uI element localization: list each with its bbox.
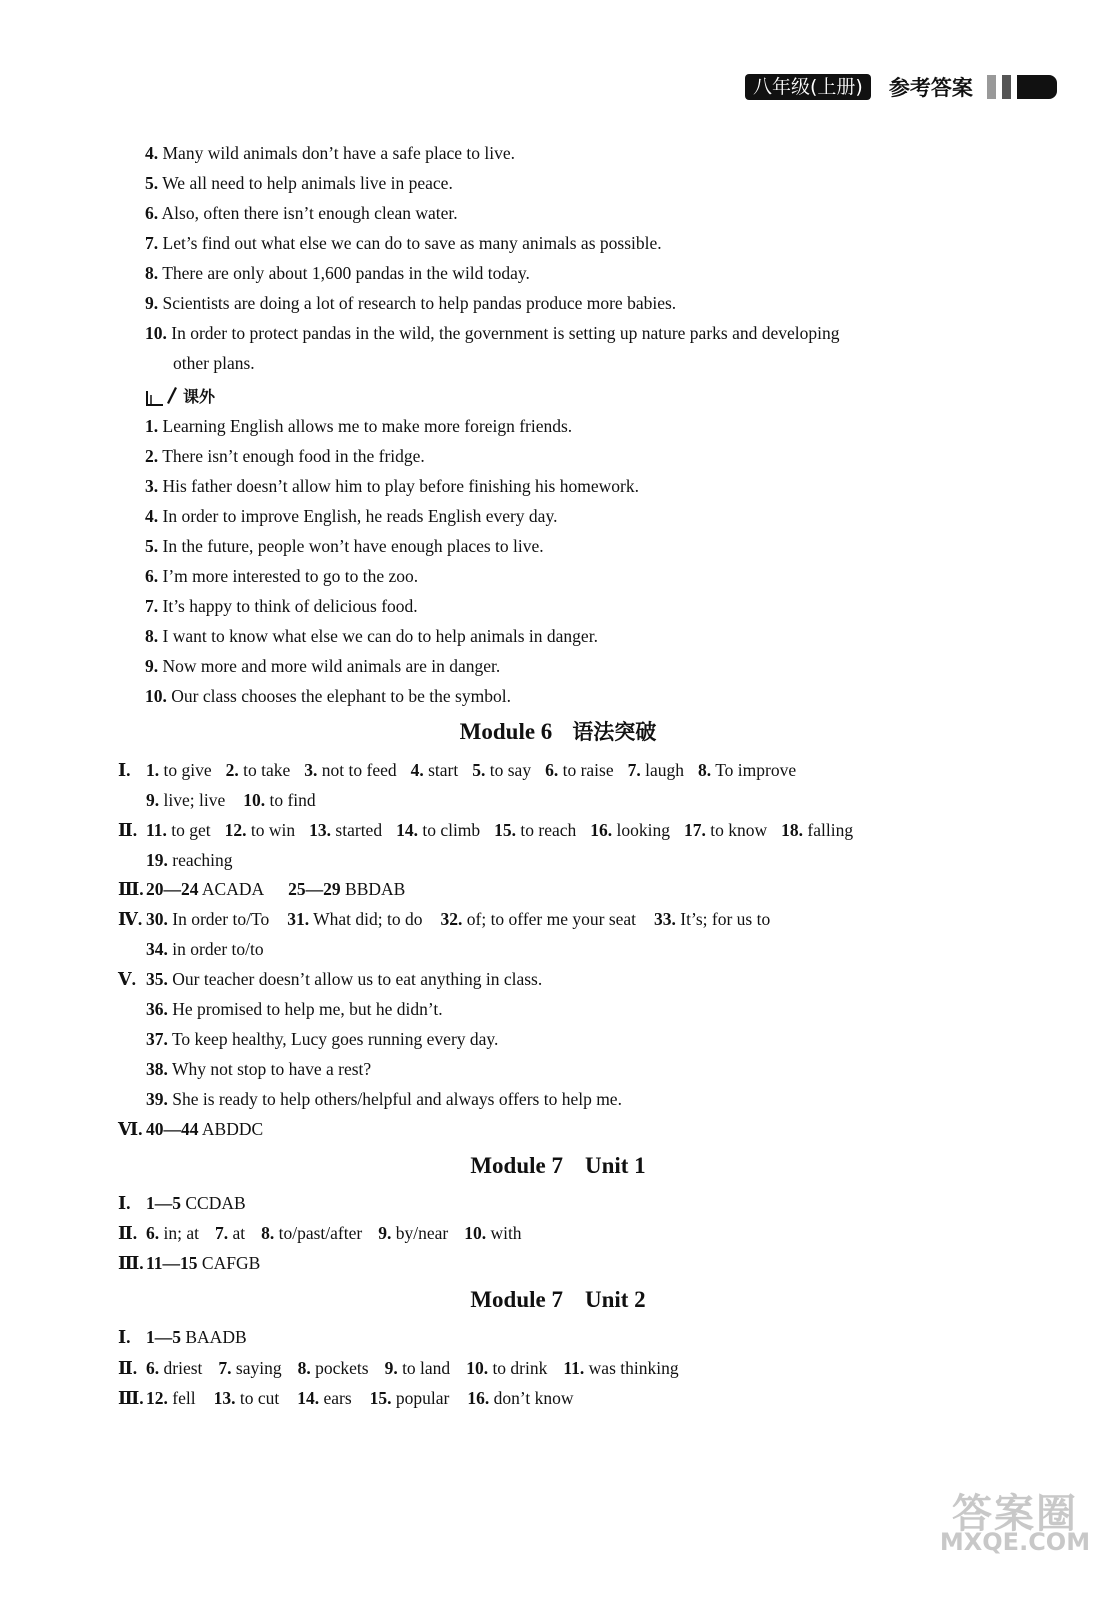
answer-text: to raise <box>562 760 614 780</box>
answer-number: 8. <box>698 760 712 780</box>
answer-number: 11. <box>146 820 167 840</box>
item-number: 8. <box>145 263 159 283</box>
answer-row <box>146 1088 622 1110</box>
answer-text: pockets <box>315 1358 369 1378</box>
answer-number: 37. <box>146 1029 168 1049</box>
answer-row <box>118 1118 263 1140</box>
list-item <box>145 292 676 314</box>
item-text: Let’s find out what else we can do to save as many animals as possible. <box>162 233 662 253</box>
item-text: In the future, people won’t have enough places to live. <box>162 536 544 556</box>
section-roman: Ⅵ. <box>118 1119 143 1139</box>
grade-badge: 八年级(上册) <box>745 74 871 100</box>
answer-number: 20—24 <box>146 879 199 899</box>
answer-text: saying <box>235 1358 282 1378</box>
module7-unit1-title: Module 7 <box>470 1153 563 1178</box>
item-text: In order to protect pandas in the wild, the government is setting up nature parks and developing <box>171 323 840 343</box>
list-item <box>145 535 544 557</box>
answer-text: He promised to help me, but he didn’t. <box>172 999 443 1019</box>
answer-row <box>118 759 796 781</box>
answer-number: 4. <box>410 760 424 780</box>
header-bars-decoration <box>987 75 1057 99</box>
answer-number: 5. <box>472 760 486 780</box>
answer-number: 6. <box>146 1358 160 1378</box>
list-item <box>145 565 418 587</box>
answer-number: 12. <box>146 1388 168 1408</box>
section-roman: Ⅲ. <box>118 879 144 899</box>
item-text: There are only about 1,600 pandas in the wild today. <box>162 263 530 283</box>
answer-text: popular <box>395 1388 450 1408</box>
answer-row <box>118 878 405 900</box>
answer-text: BAADB <box>185 1327 247 1347</box>
answer-row <box>118 1387 574 1409</box>
answer-text: laugh <box>645 760 684 780</box>
answer-text: to know <box>710 820 768 840</box>
answer-text: Our teacher doesn’t allow us to eat anything in class. <box>172 969 543 989</box>
list-item <box>145 475 639 497</box>
item-number: 9. <box>145 656 159 676</box>
answer-number: 16. <box>467 1388 490 1408</box>
list-item <box>145 595 418 617</box>
answer-number: 12. <box>224 820 247 840</box>
answer-number: 35. <box>146 969 168 989</box>
answer-text: start <box>428 760 459 780</box>
answer-number: 18. <box>781 820 804 840</box>
item-text: other plans. <box>173 353 255 373</box>
answer-number: 11. <box>563 1358 585 1378</box>
answer-row <box>146 938 264 960</box>
item-number: 8. <box>145 626 159 646</box>
answer-text: to cut <box>239 1388 280 1408</box>
answer-number: 1—5 <box>146 1327 181 1347</box>
answer-number: 13. <box>213 1388 236 1408</box>
module6-heading <box>0 718 1116 746</box>
answer-text: To keep healthy, Lucy goes running every day. <box>171 1029 499 1049</box>
section-roman: Ⅲ. <box>118 1253 144 1273</box>
answer-number: 14. <box>396 820 418 840</box>
answer-number: 7. <box>214 1223 229 1243</box>
answer-text: It’s; for us to <box>680 909 771 929</box>
item-text: There isn’t enough food in the fridge. <box>162 446 425 466</box>
answer-text: not to feed <box>321 760 397 780</box>
list-item <box>145 202 458 224</box>
item-text: Many wild animals don’t have a safe place to live. <box>162 143 515 163</box>
module7-unit1-unit: Unit 1 <box>584 1153 646 1178</box>
list-item <box>145 445 425 467</box>
answer-number: 36. <box>146 999 168 1019</box>
answer-number: 32. <box>440 909 463 929</box>
answer-text: to say <box>489 760 532 780</box>
answer-number: 15. <box>369 1388 392 1408</box>
answer-number: 19. <box>146 850 168 870</box>
watermark-url: MXQE.COM <box>939 1528 1091 1556</box>
answer-text: reaching <box>172 850 233 870</box>
answer-row <box>146 1058 371 1080</box>
answer-text: to give <box>163 760 212 780</box>
list-item <box>145 322 839 344</box>
item-number: 4. <box>145 506 159 526</box>
answer-number: 25—29 <box>288 879 341 899</box>
item-number: 2. <box>145 446 159 466</box>
module7-unit1-heading <box>0 1152 1116 1180</box>
answer-text: She is ready to help others/helpful and always offers to help me. <box>172 1089 622 1109</box>
answer-number: 13. <box>309 820 332 840</box>
answer-row <box>146 849 233 871</box>
list-item <box>145 232 662 254</box>
list-item <box>173 352 255 374</box>
module6-title-cn: 语法突破 <box>572 720 657 744</box>
answer-text: fell <box>172 1388 196 1408</box>
answer-text: ABDDC <box>201 1119 264 1139</box>
answer-text: of; to offer me your seat <box>466 909 637 929</box>
answer-text: to get <box>171 820 211 840</box>
list-item <box>145 625 598 647</box>
answer-number: 2. <box>225 760 239 780</box>
answer-row <box>118 1192 246 1214</box>
item-number: 3. <box>145 476 159 496</box>
answer-number: 31. <box>287 909 310 929</box>
answer-number: 8. <box>297 1358 311 1378</box>
answer-row <box>118 908 770 930</box>
item-text: Our class chooses the elephant to be the symbol. <box>171 686 511 706</box>
answer-text: falling <box>807 820 854 840</box>
answer-number: 11—15 <box>146 1253 198 1273</box>
answer-number: 39. <box>146 1089 168 1109</box>
section-roman: Ⅱ. <box>118 820 138 840</box>
answer-text: in; at <box>163 1223 199 1243</box>
extra-section-label <box>145 384 215 407</box>
answer-text: live; live <box>163 790 226 810</box>
answer-text: CCDAB <box>185 1193 246 1213</box>
section-roman: Ⅴ. <box>118 969 136 989</box>
answer-row <box>118 1326 247 1348</box>
answer-number: 9. <box>384 1358 398 1378</box>
list-item <box>145 142 515 164</box>
answer-number: 34. <box>146 939 168 959</box>
answer-row <box>146 998 443 1020</box>
list-item <box>145 505 557 527</box>
answer-text: to win <box>250 820 296 840</box>
item-number: 10. <box>145 323 167 343</box>
answer-text: to land <box>402 1358 451 1378</box>
answer-number: 3. <box>304 760 318 780</box>
section-roman: Ⅰ. <box>118 760 131 780</box>
answer-text: with <box>490 1223 522 1243</box>
answer-text: started <box>335 820 383 840</box>
item-text: Now more and more wild animals are in danger. <box>162 656 501 676</box>
answer-number: 1—5 <box>146 1193 181 1213</box>
answer-row <box>118 1252 260 1274</box>
item-number: 7. <box>145 596 159 616</box>
list-item <box>145 655 500 677</box>
item-number: 9. <box>145 293 159 313</box>
answer-text: to reach <box>520 820 577 840</box>
item-number: 7. <box>145 233 159 253</box>
item-text: Scientists are doing a lot of research to help pandas produce more babies. <box>162 293 677 313</box>
item-number: 10. <box>145 686 167 706</box>
item-number: 6. <box>145 203 159 223</box>
answer-number: 7. <box>627 760 641 780</box>
module7-unit2-unit: Unit 2 <box>584 1287 646 1312</box>
answer-text: To improve <box>715 760 797 780</box>
answer-text: was thinking <box>588 1358 679 1378</box>
answer-text: by/near <box>395 1223 449 1243</box>
answer-row <box>146 789 316 811</box>
list-item <box>145 415 572 437</box>
item-text: I want to know what else we can do to help animals in danger. <box>162 626 598 646</box>
item-text: His father doesn’t allow him to play before finishing his homework. <box>162 476 639 496</box>
item-text: In order to improve English, he reads English every day. <box>162 506 558 526</box>
answer-text: to take <box>243 760 291 780</box>
answer-row <box>118 1222 522 1244</box>
answer-number: 1. <box>146 760 160 780</box>
item-number: 4. <box>145 143 159 163</box>
answer-title: 参考答案 <box>888 76 973 100</box>
pen-book-icon <box>145 385 177 407</box>
answer-number: 6. <box>146 1223 160 1243</box>
list-item <box>145 685 511 707</box>
item-text: It’s happy to think of delicious food. <box>162 596 418 616</box>
page-header <box>745 72 1057 102</box>
answer-text: driest <box>163 1358 203 1378</box>
section-roman: Ⅰ. <box>118 1327 131 1347</box>
answer-text: CAFGB <box>201 1253 261 1273</box>
answer-number: 6. <box>545 760 559 780</box>
item-text: We all need to help animals live in peace. <box>162 173 453 193</box>
answer-number: 7. <box>218 1358 232 1378</box>
answer-number: 16. <box>590 820 613 840</box>
answer-text: BBDAB <box>345 879 406 899</box>
answer-number: 33. <box>654 909 676 929</box>
section-roman: Ⅰ. <box>118 1193 131 1213</box>
watermark-cn: 答案圈 <box>952 1491 1078 1537</box>
watermark-logo <box>920 1491 1110 1556</box>
section-roman: Ⅱ. <box>118 1358 138 1378</box>
module7-unit2-heading <box>0 1286 1116 1314</box>
item-number: 1. <box>145 416 159 436</box>
answer-text: at <box>232 1223 246 1243</box>
list-item <box>145 262 530 284</box>
answer-text: to climb <box>422 820 481 840</box>
answer-number: 8. <box>261 1223 275 1243</box>
answer-number: 17. <box>684 820 706 840</box>
answer-text: don’t know <box>493 1388 574 1408</box>
answer-text: ears <box>323 1388 352 1408</box>
answer-text: Why not stop to have a rest? <box>171 1059 372 1079</box>
item-text: Learning English allows me to make more foreign friends. <box>162 416 573 436</box>
answer-number: 9. <box>378 1223 392 1243</box>
answer-number: 10. <box>466 1358 489 1378</box>
item-number: 5. <box>145 536 159 556</box>
answer-number: 14. <box>297 1388 320 1408</box>
section-roman: Ⅱ. <box>118 1223 138 1243</box>
answer-number: 10. <box>464 1223 487 1243</box>
answer-row <box>118 1357 679 1379</box>
item-number: 5. <box>145 173 159 193</box>
section-roman: Ⅲ. <box>118 1388 144 1408</box>
answer-row <box>118 819 853 841</box>
answer-row <box>146 1028 498 1050</box>
section-roman: Ⅳ. <box>118 909 143 929</box>
answer-row <box>118 968 542 990</box>
answer-number: 30. <box>146 909 168 929</box>
answer-number: 10. <box>243 790 266 810</box>
answer-text: to/past/after <box>278 1223 363 1243</box>
answer-number: 9. <box>146 790 160 810</box>
module7-unit2-title: Module 7 <box>470 1287 563 1312</box>
item-text: Also, often there isn’t enough clean water. <box>161 203 458 223</box>
answer-number: 15. <box>494 820 517 840</box>
answer-text: In order to/To <box>172 909 270 929</box>
answer-number: 40—44 <box>146 1119 199 1139</box>
answer-text: in order to/to <box>172 939 264 959</box>
module6-title: Module 6 <box>459 719 553 744</box>
item-text: I’m more interested to go to the zoo. <box>162 566 419 586</box>
list-item <box>145 172 453 194</box>
answer-number: 38. <box>146 1059 168 1079</box>
answer-text: What did; to do <box>313 909 423 929</box>
answer-text: ACADA <box>201 879 265 899</box>
item-number: 6. <box>145 566 159 586</box>
answer-text: looking <box>616 820 671 840</box>
extra-label-text: 课外 <box>183 387 216 406</box>
answer-text: to drink <box>492 1358 548 1378</box>
answer-text: to find <box>269 790 316 810</box>
